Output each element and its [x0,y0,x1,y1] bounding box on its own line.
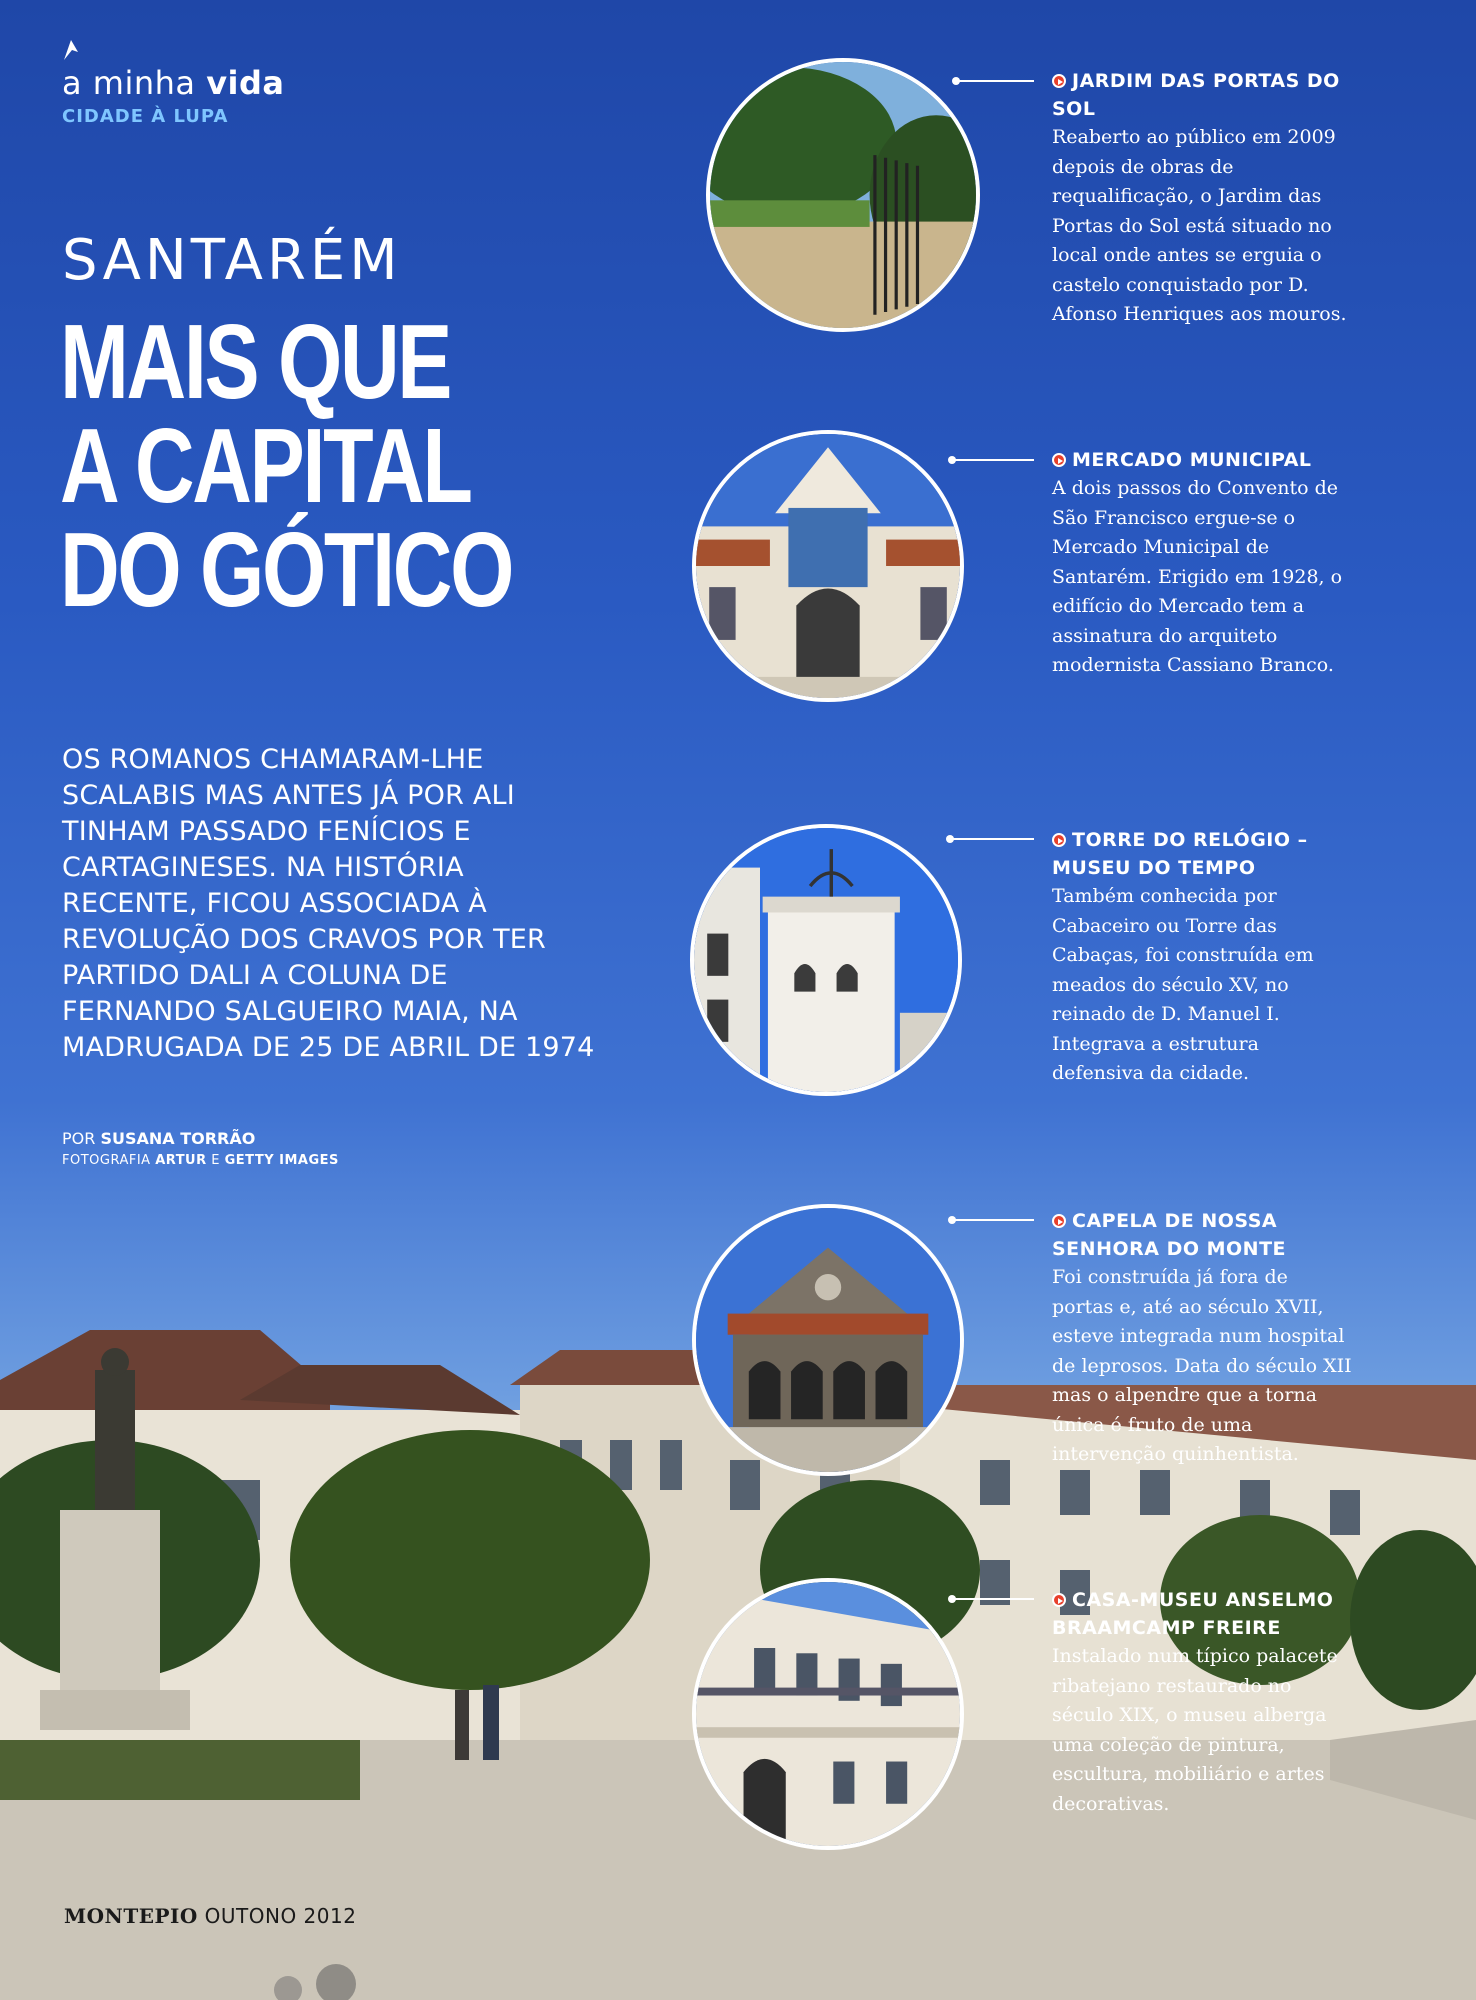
photo-and: E [206,1153,225,1168]
place-body-3: Também conhecida por Cabaceiro ou Torre das Cabaças, foi construída em meados do século XV, no reinado de D. Manuel I. Integrava a estrutura defensiva da cidade. [1052,885,1314,1084]
photo-jardim [706,58,980,332]
bird-icon [62,38,80,62]
connector-2 [952,459,1034,461]
place-title-5-text: CASA-MUSEU ANSELMO BRAAMCAMP FREIRE [1052,1589,1334,1639]
place-body-1: Reaberto ao público em 2009 depois de obras de requalificação, o Jardim das Portas do Sol está situado no local onde antes se erguia o castelo conquistado por D. Afonso Henriques aos mouros. [1052,126,1347,325]
place-body-4: Foi construída já fora de portas e, até ao século XVII, esteve integrada num hospital de leprosos. Data do século XII mas o alpendre que a torna única é fruto de uma intervenção quinhentista. [1052,1266,1352,1465]
credits [62,1128,339,1172]
place-body-5: Instalado num típico palacete ribatejano restaurado no século XIX, o museu alberga uma coleção de pintura, escultura, mobiliário e artes decorativas. [1052,1645,1338,1815]
byline-author: SUSANA TORRÃO [100,1129,256,1148]
footer-issue: OUTONO 2012 [197,1904,357,1928]
footer-brand: MONTEPIO [64,1904,198,1928]
place-title-1-text: JARDIM DAS PORTAS DO SOL [1052,70,1340,120]
photo-credit [62,1150,339,1172]
marker-icon [1052,1593,1066,1607]
byline-prefix: POR [62,1129,101,1148]
place-title-4 [1052,1207,1352,1263]
kicker-light: a minha [62,64,207,102]
photo-prefix: FOTOGRAFIA [62,1153,156,1168]
byline [62,1128,339,1150]
place-entry-3 [1052,826,1352,1089]
connector-5 [952,1598,1034,1600]
kicker-bold: vida [206,64,285,102]
marker-icon [1052,833,1066,847]
lead-paragraph: OS ROMANOS CHAMARAM-LHE SCALABIS MAS ANTES JÁ POR ALI TINHAM PASSADO FENÍCIOS E CARTAGINESES. NA HISTÓRIA RECENTE, FICOU ASSOCIADA À REVOLUÇÃO DOS CRAVOS POR TER PARTIDO DALI A COLUNA DE FERNANDO SALGUEIRO MAIA, NA MADRUGADA DE 25 DE ABRIL DE 1974 [62,744,595,1063]
footer [64,1904,356,1928]
headline-line-2: A CAPITAL [60,407,471,525]
photo-capela [692,1204,964,1476]
photo-casa-museu [692,1578,964,1850]
place-title-2-text: MERCADO MUNICIPAL [1072,449,1312,471]
marker-icon [1052,1214,1066,1228]
photo-artur: ARTUR [155,1153,207,1168]
photo-getty: GETTY IMAGES [224,1153,339,1168]
photo-torre [690,824,962,1096]
place-title-3-text: TORRE DO RELÓGIO – MUSEU DO TEMPO [1052,829,1308,879]
connector-4 [952,1219,1034,1221]
place-entry-2 [1052,446,1352,681]
place-title-1 [1052,67,1352,123]
connector-1 [956,80,1034,82]
city-title: SANTARÉM [62,228,402,293]
headline-line-1: MAIS QUE [60,303,451,421]
marker-icon [1052,453,1066,467]
photo-mercado [692,430,964,702]
headline [60,303,513,629]
place-entry-5 [1052,1586,1352,1819]
place-entry-4 [1052,1207,1352,1470]
place-title-2 [1052,446,1352,474]
place-title-3 [1052,826,1352,882]
marker-icon [1052,74,1066,88]
kicker [62,64,285,102]
place-body-2: A dois passos do Convento de São Francisco ergue-se o Mercado Municipal de Santarém. Erigido em 1928, o edifício do Mercado tem a assinatura do arquiteto modernista Cassiano Branco. [1052,477,1343,676]
connector-3 [950,838,1034,840]
place-entry-1 [1052,67,1352,330]
headline-line-3: DO GÓTICO [60,511,513,629]
section-label: CIDADE À LUPA [62,106,229,127]
place-title-5 [1052,1586,1352,1642]
place-title-4-text: CAPELA DE NOSSA SENHORA DO MONTE [1052,1210,1287,1260]
